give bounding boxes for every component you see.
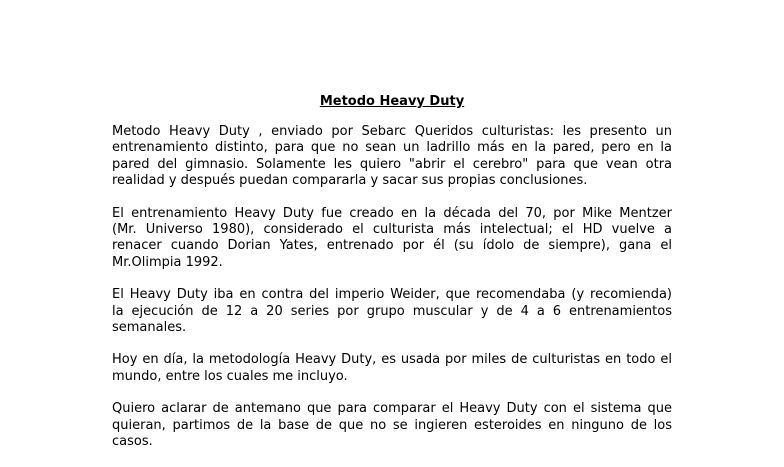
text-line: la ejecución de 12 a 20 series por grupo muscular y de 4 a 6 entrenamientos — [112, 303, 672, 319]
text-line: Metodo Heavy Duty , enviado por Sebarc Queridos culturistas: les presento un — [112, 124, 672, 139]
text-line: semanales. — [112, 320, 187, 336]
paragraph-3 — [112, 287, 672, 336]
text-line: realidad y después puedan compararla y sacar sus propias conclusiones. — [112, 173, 588, 189]
text-line: (Mr. Universo 1980), considerado el culturista más intelectual; el HD vuelve a — [112, 222, 672, 238]
paragraph-1 — [112, 124, 672, 190]
text-line: El Heavy Duty iba en contra del imperio Weider, que recomendaba (y recomienda) — [112, 287, 672, 303]
text-line: Mr.Olimpia 1992. — [112, 254, 223, 270]
text-line: Hoy en día, la metodología Heavy Duty, es usada por miles de culturistas en todo el — [112, 352, 672, 368]
text-line: quieran, partimos de la base de que no se ingieren esteroides en ninguno de los — [112, 417, 672, 433]
text-line: mundo, entre los cuales me incluyo. — [112, 368, 348, 384]
text-line: renacer cuando Dorian Yates, entrenado por él (su ídolo de siempre), gana el — [112, 238, 672, 254]
paragraph-2 — [112, 206, 672, 272]
text-line: Quiero aclarar de antemano que para comparar el Heavy Duty con el sistema que — [112, 401, 672, 417]
text-line: entrenamiento distinto, para que no sean un ladrillo más en la pared, pero en la — [112, 140, 672, 156]
text-line: casos. — [112, 434, 153, 450]
paragraph-4 — [112, 352, 672, 385]
paragraph-5 — [112, 401, 672, 450]
text-line: pared del gimnasio. Solamente les quiero "abrir el cerebro" para que vean otra — [112, 156, 672, 172]
document-body — [112, 124, 672, 467]
text-line: El entrenamiento Heavy Duty fue creado en la década del 70, por Mike Mentzer — [112, 205, 672, 221]
document-title: Metodo Heavy Duty — [319, 94, 465, 109]
